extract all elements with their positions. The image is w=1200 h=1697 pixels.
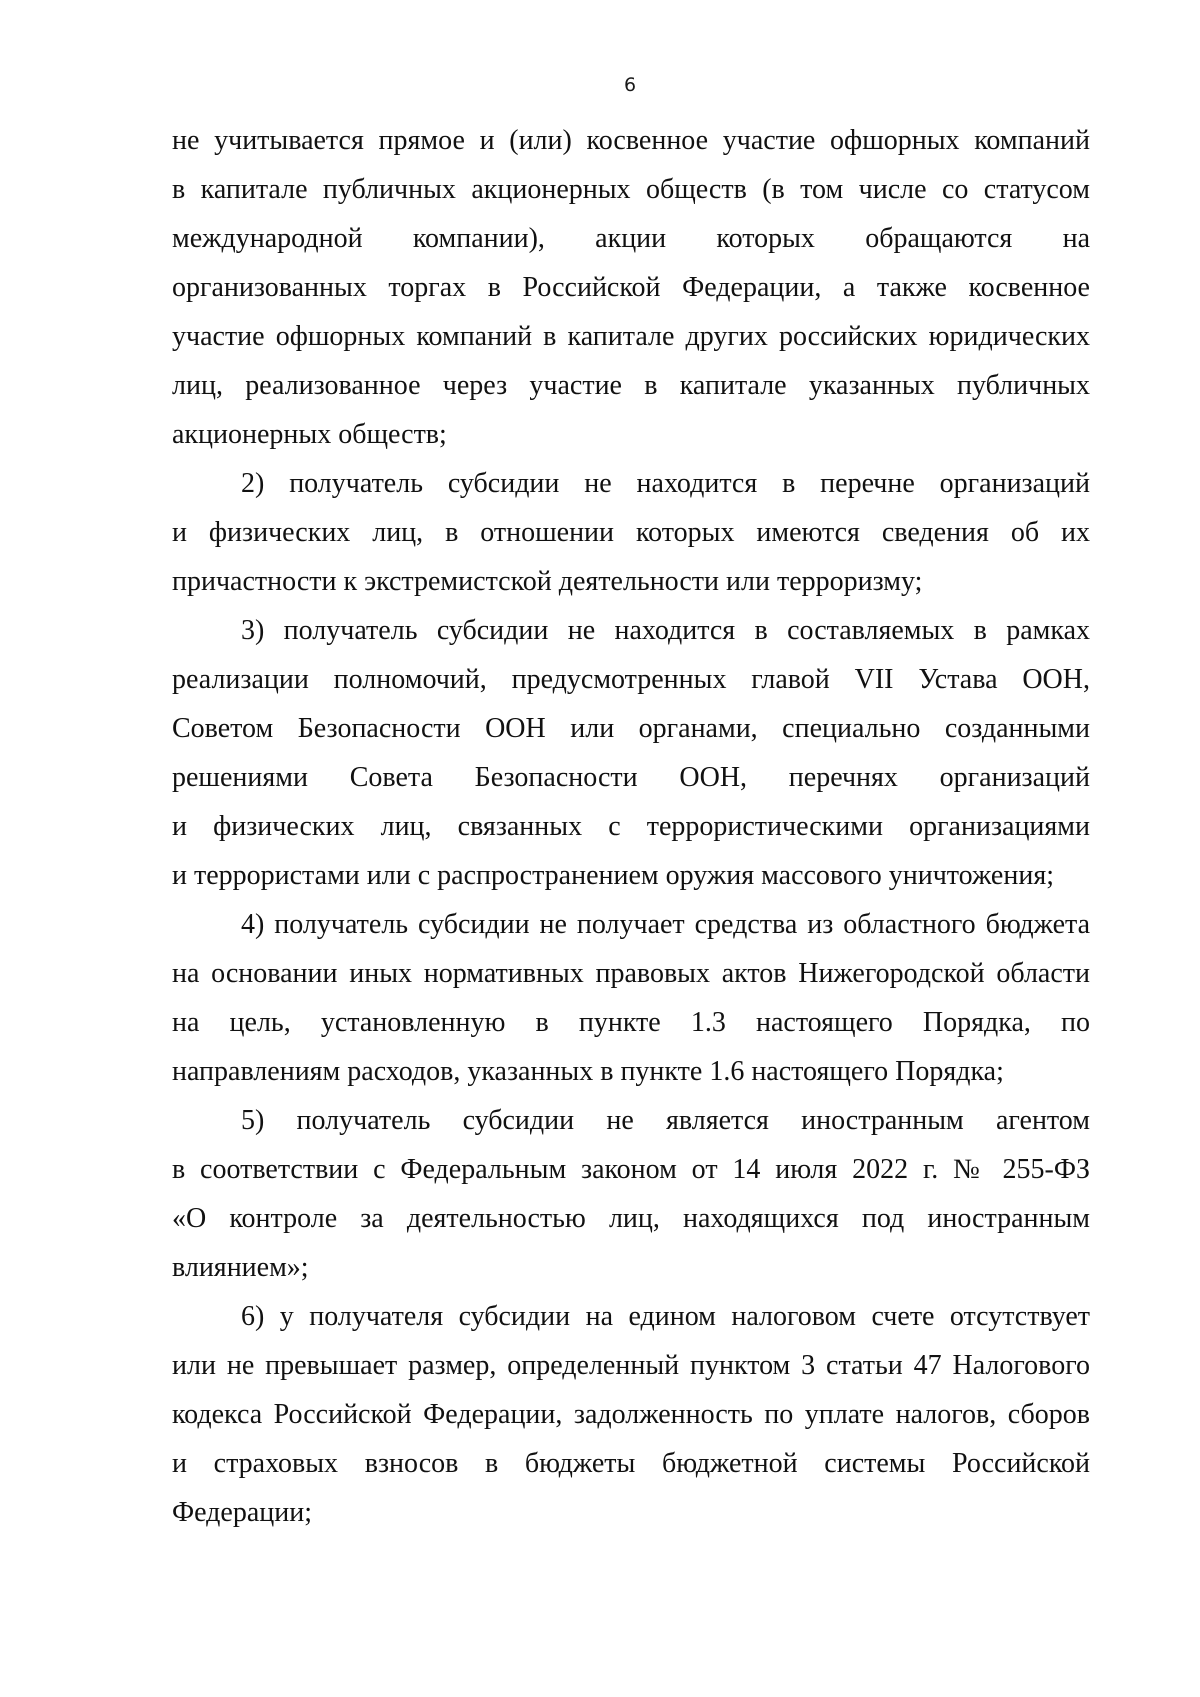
page-number: 6 [623, 74, 637, 96]
text-line: Советом Безопасности ООН или органами, специально созданными [172, 713, 1090, 744]
text-line: или не превышает размер, определенный пунктом 3 статьи 47 Налогового [172, 1350, 1090, 1381]
text-line: причастности к экстремистской деятельности или терроризму; [172, 566, 923, 597]
text-line: и страховых взносов в бюджеты бюджетной системы Российской [172, 1448, 1090, 1479]
text-line: и физических лиц, связанных с террористическими организациями [172, 811, 1090, 842]
text-line: 4) получатель субсидии не получает средства из областного бюджета [241, 909, 1090, 940]
text-line: и террористами или с распространением оружия массового уничтожения; [172, 860, 1054, 891]
text-line: международной компании), акции которых обращаются на [172, 223, 1090, 254]
text-line: в соответствии с Федеральным законом от 14 июля 2022 г. № 255-ФЗ [172, 1154, 1090, 1185]
text-line: 3) получатель субсидии не находится в составляемых в рамках [241, 615, 1090, 646]
text-line: 5) получатель субсидии не является иностранным агентом [241, 1105, 1090, 1136]
paragraph [172, 1096, 1090, 1292]
text-line: акционерных обществ; [172, 419, 447, 450]
text-line: реализации полномочий, предусмотренных главой VII Устава ООН, [172, 664, 1090, 695]
document-body [172, 116, 1090, 1537]
paragraph [172, 459, 1090, 606]
text-line: на цель, установленную в пункте 1.3 настоящего Порядка, по [172, 1007, 1090, 1038]
text-line: в капитале публичных акционерных обществ (в том числе со статусом [172, 174, 1090, 205]
paragraph [172, 116, 1090, 459]
text-line: Федерации; [172, 1497, 313, 1528]
text-line: организованных торгах в Российской Федерации, а также косвенное [172, 272, 1090, 303]
text-line: 2) получатель субсидии не находится в перечне организаций [241, 468, 1090, 499]
text-line: участие офшорных компаний в капитале других российских юридических [172, 321, 1090, 352]
text-line: направлениям расходов, указанных в пункте 1.6 настоящего Порядка; [172, 1056, 1004, 1087]
text-line: не учитывается прямое и (или) косвенное участие офшорных компаний [172, 125, 1090, 156]
paragraph [172, 606, 1090, 900]
paragraph [172, 900, 1090, 1096]
text-line: кодекса Российской Федерации, задолженность по уплате налогов, сборов [172, 1399, 1090, 1430]
text-line: влиянием»; [172, 1252, 309, 1283]
paragraph [172, 1292, 1090, 1537]
text-line: «О контроле за деятельностью лиц, находящихся под иностранным [172, 1203, 1090, 1234]
text-line: лиц, реализованное через участие в капитале указанных публичных [172, 370, 1090, 401]
text-line: решениями Совета Безопасности ООН, перечнях организаций [172, 762, 1090, 793]
text-line: и физических лиц, в отношении которых имеются сведения об их [172, 517, 1090, 548]
text-line: на основании иных нормативных правовых актов Нижегородской области [172, 958, 1090, 989]
text-line: 6) у получателя субсидии на едином налоговом счете отсутствует [241, 1301, 1090, 1332]
